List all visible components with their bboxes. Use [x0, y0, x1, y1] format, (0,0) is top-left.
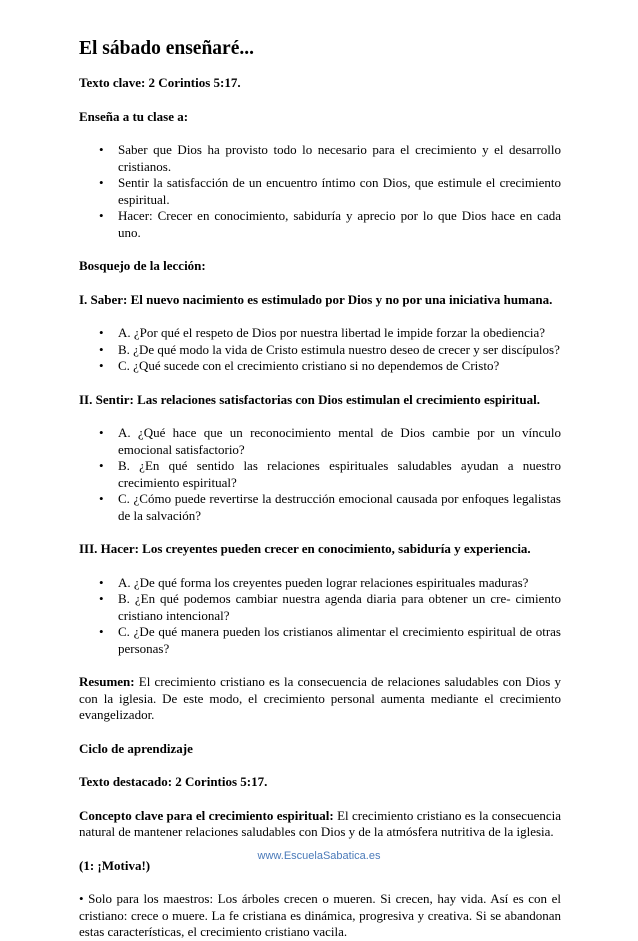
list-item: • Hacer: Crecer en conocimiento, sabiduría y aprecio por lo que Dios hace en cada uno.: [99, 208, 561, 240]
featured-text: Texto destacado: 2 Corintios 5:17.: [79, 774, 268, 789]
bullet-icon: •: [99, 491, 104, 506]
teach-list: [79, 142, 561, 241]
bullet-icon: •: [99, 341, 104, 357]
summary-label: Resumen:: [79, 674, 135, 689]
section-list: [79, 575, 561, 658]
bullet-icon: •: [99, 591, 104, 606]
list-item: • C. ¿Cómo puede revertirse la destrucción emocional causada por enfoques legalistas de la salvación?: [99, 491, 561, 523]
summary-paragraph: [79, 674, 561, 724]
section-list: [79, 425, 561, 524]
section-heading: I. Saber: El nuevo nacimiento es estimulado por Dios y no por una iniciativa humana.: [79, 291, 553, 307]
bullet-icon: •: [99, 624, 104, 639]
summary-text: El crecimiento cristiano es la consecuencia de relaciones saludables con Dios y con la iglesia. De este modo, el crecimiento personal aumenta mediante el crecimiento evangelizador.: [79, 674, 561, 722]
document-page: [79, 38, 561, 941]
key-text: Texto clave: 2 Corintios 5:17.: [79, 75, 241, 90]
page-title: El sábado enseñaré...: [79, 38, 254, 59]
concept-label: Concepto clave para el crecimiento espiritual:: [79, 807, 334, 823]
list-item: • Saber que Dios ha provisto todo lo necesario para el crecimiento y el desarrollo cristianos.: [99, 142, 561, 174]
bullet-icon: •: [99, 208, 104, 223]
list-item: • Sentir la satisfacción de un encuentro íntimo con Dios, que estimule el crecimiento espiritual.: [99, 175, 561, 207]
teach-heading: Enseña a tu clase a:: [79, 108, 189, 124]
teachers-note: • Solo para los maestros: Los árboles crecen o mueren. Si crecen, hay vida. Así es con el cristiano: crece o muere. La fe cristiana es dinámica, progresiva y creativa. Si se abandonan estas características, el crecimiento cristiano vacila.: [79, 891, 561, 939]
bullet-icon: •: [99, 325, 104, 340]
bullet-icon: •: [99, 425, 104, 440]
section-heading: II. Sentir: Las relaciones satisfactorias con Dios estimulan el crecimiento espiritual.: [79, 391, 540, 407]
section-list: [79, 325, 561, 375]
concept-paragraph: [79, 808, 561, 841]
list-item: • A. ¿Qué hace que un reconocimiento mental de Dios cambie por un vínculo emocional satisfactorio?: [99, 425, 561, 457]
list-item: • B. ¿En qué sentido las relaciones espirituales saludables ayudan a nuestro crecimiento espiritual?: [99, 458, 561, 490]
list-item: • A. ¿Por qué el respeto de Dios por nuestra libertad le impide forzar la obediencia?: [99, 325, 546, 340]
bullet-icon: •: [99, 175, 104, 190]
list-item: • A. ¿De qué forma los creyentes pueden lograr relaciones espirituales maduras?: [99, 574, 529, 590]
bullet-icon: •: [99, 458, 104, 473]
cycle-heading: Ciclo de aprendizaje: [79, 740, 193, 756]
bullet-icon: •: [99, 358, 104, 373]
bullet-icon: •: [99, 574, 104, 590]
list-item: • B. ¿De qué modo la vida de Cristo estimula nuestro deseo de crecer y ser discípulos?: [99, 341, 560, 357]
section-heading: III. Hacer: Los creyentes pueden crecer en conocimiento, sabiduría y experiencia.: [79, 541, 531, 556]
bullet-icon: •: [99, 142, 104, 157]
list-item: • C. ¿Qué sucede con el crecimiento cristiano si no dependemos de Cristo?: [99, 358, 500, 373]
list-item: • B. ¿En qué podemos cambiar nuestra agenda diaria para obtener un cre- cimiento cristiano intencional?: [99, 591, 561, 623]
motivate-heading: (1: ¡Motiva!): [79, 857, 151, 873]
footer-link[interactable]: www.EscuelaSabatica.es: [257, 850, 381, 862]
concept-text: El crecimiento cristiano es la consecuencia natural de mantener relaciones saludables con Dios y de la atmósfera nutritiva de la iglesia.: [79, 807, 561, 839]
outline-heading: Bosquejo de la lección:: [79, 258, 206, 273]
list-item: • C. ¿De qué manera pueden los cristianos alimentar el crecimiento espiritual de otras personas?: [99, 624, 561, 656]
